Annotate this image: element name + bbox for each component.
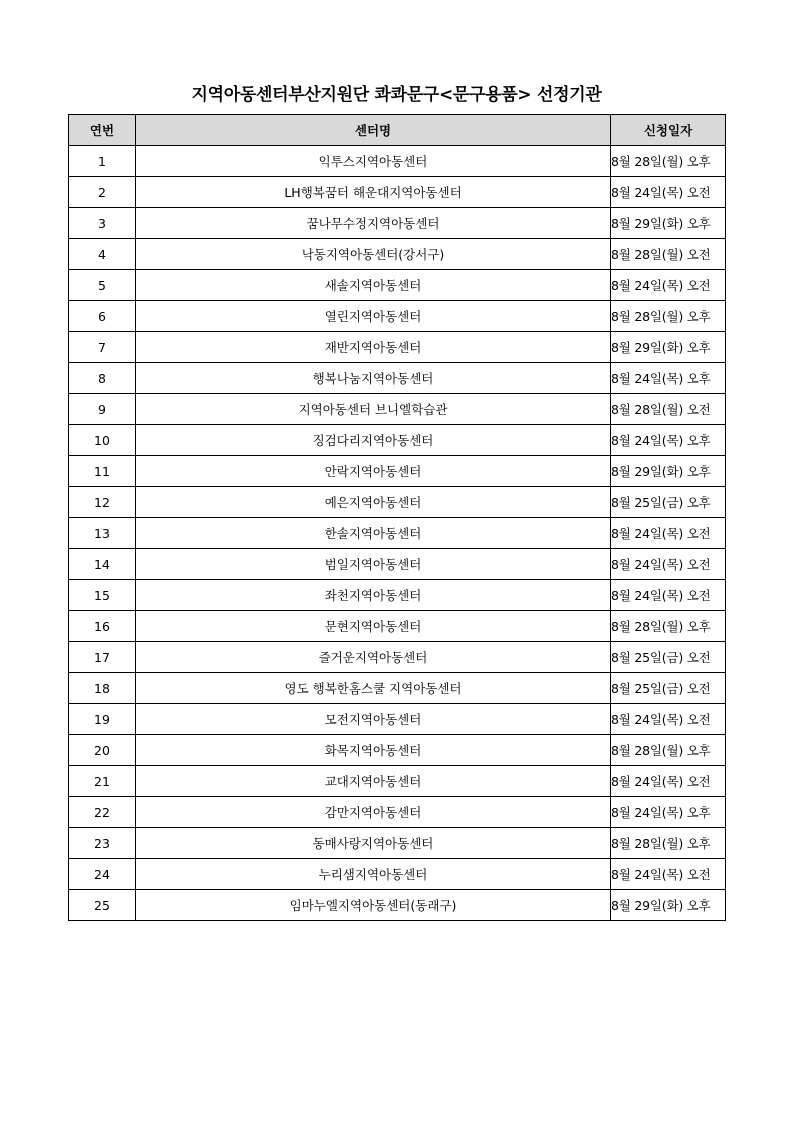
table-row xyxy=(69,611,726,642)
row-number: 11 xyxy=(69,456,136,487)
table-row xyxy=(69,859,726,890)
row-number: 13 xyxy=(69,518,136,549)
row-number: 10 xyxy=(69,425,136,456)
application-date: 8월 24일(목) 오전 xyxy=(611,549,726,580)
center-name: 문현지역아동센터 xyxy=(136,611,611,642)
table-row xyxy=(69,890,726,921)
row-number: 7 xyxy=(69,332,136,363)
center-name: 안락지역아동센터 xyxy=(136,456,611,487)
table-row xyxy=(69,549,726,580)
center-name: 꿈나무수정지역아동센터 xyxy=(136,208,611,239)
row-number: 23 xyxy=(69,828,136,859)
center-name: 누리샘지역아동센터 xyxy=(136,859,611,890)
table-row xyxy=(69,425,726,456)
row-number: 2 xyxy=(69,177,136,208)
column-header-center-name: 센터명 xyxy=(136,115,611,146)
row-number: 1 xyxy=(69,146,136,177)
row-number: 4 xyxy=(69,239,136,270)
application-date: 8월 29일(화) 오후 xyxy=(611,456,726,487)
application-date: 8월 28일(월) 오후 xyxy=(611,146,726,177)
table-row xyxy=(69,704,726,735)
center-name: LH행복꿈터 해운대지역아동센터 xyxy=(136,177,611,208)
center-name: 열린지역아동센터 xyxy=(136,301,611,332)
center-name: 감만지역아동센터 xyxy=(136,797,611,828)
row-number: 24 xyxy=(69,859,136,890)
application-date: 8월 29일(화) 오후 xyxy=(611,208,726,239)
table-row xyxy=(69,580,726,611)
table-row xyxy=(69,673,726,704)
table-body xyxy=(69,146,726,921)
row-number: 21 xyxy=(69,766,136,797)
row-number: 19 xyxy=(69,704,136,735)
table-row xyxy=(69,487,726,518)
center-name: 동매사랑지역아동센터 xyxy=(136,828,611,859)
row-number: 15 xyxy=(69,580,136,611)
column-header-number: 연번 xyxy=(69,115,136,146)
application-date: 8월 24일(목) 오전 xyxy=(611,518,726,549)
application-date: 8월 28일(월) 오후 xyxy=(611,301,726,332)
table-row xyxy=(69,332,726,363)
application-date: 8월 24일(목) 오전 xyxy=(611,704,726,735)
table-row xyxy=(69,518,726,549)
application-date: 8월 25일(금) 오전 xyxy=(611,673,726,704)
center-name: 즐거운지역아동센터 xyxy=(136,642,611,673)
center-name: 새솔지역아동센터 xyxy=(136,270,611,301)
table-row xyxy=(69,146,726,177)
table-row xyxy=(69,828,726,859)
row-number: 25 xyxy=(69,890,136,921)
center-name: 재반지역아동센터 xyxy=(136,332,611,363)
center-name: 지역아동센터 브니엘학습관 xyxy=(136,394,611,425)
page-title: 지역아동센터부산지원단 콰콰문구<문구용품> 선정기관 xyxy=(191,85,602,105)
application-date: 8월 24일(목) 오전 xyxy=(611,766,726,797)
selected-centers-table xyxy=(68,114,726,921)
center-name: 행복나눔지역아동센터 xyxy=(136,363,611,394)
application-date: 8월 24일(목) 오전 xyxy=(611,270,726,301)
table-row xyxy=(69,270,726,301)
table-row xyxy=(69,642,726,673)
table-row xyxy=(69,177,726,208)
row-number: 5 xyxy=(69,270,136,301)
center-name: 모전지역아동센터 xyxy=(136,704,611,735)
center-name: 범일지역아동센터 xyxy=(136,549,611,580)
center-name: 화목지역아동센터 xyxy=(136,735,611,766)
center-name: 징검다리지역아동센터 xyxy=(136,425,611,456)
application-date: 8월 28일(월) 오전 xyxy=(611,239,726,270)
table-row xyxy=(69,363,726,394)
table-header-row xyxy=(69,115,726,146)
row-number: 16 xyxy=(69,611,136,642)
table-row xyxy=(69,456,726,487)
application-date: 8월 25일(금) 오후 xyxy=(611,487,726,518)
center-name: 익투스지역아동센터 xyxy=(136,146,611,177)
center-name: 영도 행복한홈스쿨 지역아동센터 xyxy=(136,673,611,704)
center-name: 예은지역아동센터 xyxy=(136,487,611,518)
row-number: 3 xyxy=(69,208,136,239)
row-number: 22 xyxy=(69,797,136,828)
application-date: 8월 24일(목) 오후 xyxy=(611,363,726,394)
table-row xyxy=(69,301,726,332)
column-header-application-date: 신청일자 xyxy=(611,115,726,146)
center-name: 임마누엘지역아동센터(동래구) xyxy=(136,890,611,921)
application-date: 8월 29일(화) 오후 xyxy=(611,890,726,921)
application-date: 8월 24일(목) 오후 xyxy=(611,425,726,456)
application-date: 8월 25일(금) 오전 xyxy=(611,642,726,673)
application-date: 8월 24일(목) 오전 xyxy=(611,859,726,890)
application-date: 8월 28일(월) 오후 xyxy=(611,611,726,642)
application-date: 8월 28일(월) 오전 xyxy=(611,394,726,425)
application-date: 8월 24일(목) 오전 xyxy=(611,580,726,611)
table-row xyxy=(69,735,726,766)
center-name: 낙동지역아동센터(강서구) xyxy=(136,239,611,270)
application-date: 8월 24일(목) 오후 xyxy=(611,797,726,828)
row-number: 18 xyxy=(69,673,136,704)
application-date: 8월 24일(목) 오전 xyxy=(611,177,726,208)
center-name: 교대지역아동센터 xyxy=(136,766,611,797)
row-number: 20 xyxy=(69,735,136,766)
row-number: 12 xyxy=(69,487,136,518)
table-row xyxy=(69,394,726,425)
row-number: 6 xyxy=(69,301,136,332)
application-date: 8월 29일(화) 오후 xyxy=(611,332,726,363)
row-number: 14 xyxy=(69,549,136,580)
row-number: 9 xyxy=(69,394,136,425)
center-name: 한솔지역아동센터 xyxy=(136,518,611,549)
table-row xyxy=(69,766,726,797)
table-row xyxy=(69,239,726,270)
row-number: 8 xyxy=(69,363,136,394)
application-date: 8월 28일(월) 오후 xyxy=(611,828,726,859)
table-row xyxy=(69,208,726,239)
row-number: 17 xyxy=(69,642,136,673)
center-name: 좌천지역아동센터 xyxy=(136,580,611,611)
application-date: 8월 28일(월) 오후 xyxy=(611,735,726,766)
table-row xyxy=(69,797,726,828)
